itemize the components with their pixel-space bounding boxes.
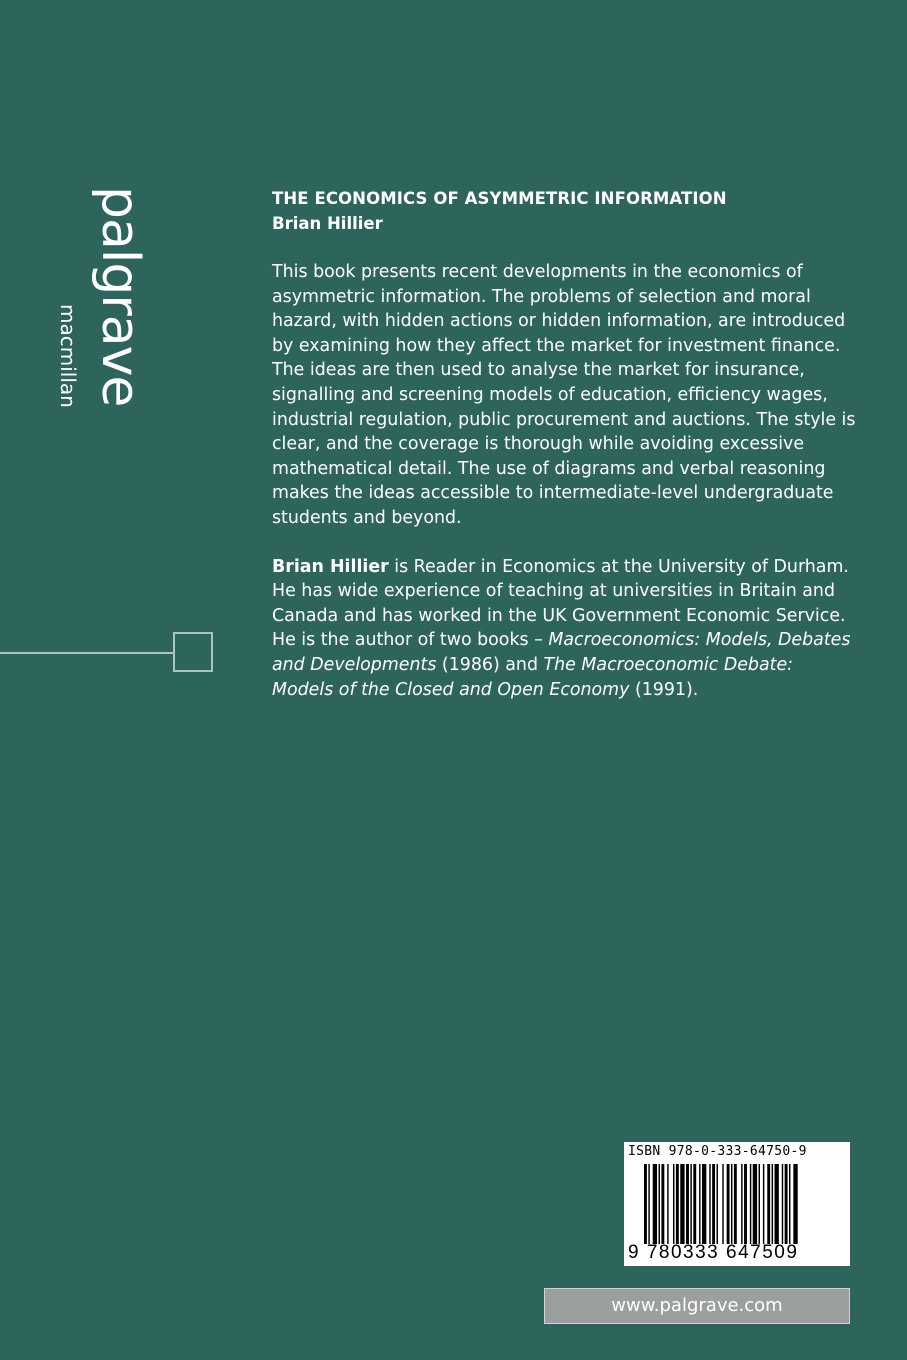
barcode-bar	[785, 1164, 788, 1244]
barcode-bar	[789, 1164, 790, 1244]
website-url[interactable]: www.palgrave.com	[544, 1288, 850, 1324]
bio-book-1: Macroeconomics: Models, Debates and Developments	[272, 630, 851, 675]
barcode-bar	[717, 1164, 718, 1244]
barcode-bar	[731, 1164, 732, 1244]
barcode-bar	[734, 1164, 737, 1244]
barcode-bar	[744, 1164, 747, 1244]
isbn-label: ISBN 978-0-333-64750-9	[628, 1144, 807, 1159]
book-description: This book presents recent developments in the economics of asymmetric information. The problems of selection and moral hazard, with hidden actions or hidden information, are introduced by examining how they affect the market for investment finance. The ideas are then used to analyse the market for insurance, signalling and screening models of education, efficiency wages, industrial regulation, public procurement and auctions. The style is clear, and the coverage is thorough while avoiding excessive mathematical detail. The use of diagrams and verbal reasoning makes the ideas accessible to intermediate-level undergraduate students and beyond.	[272, 262, 856, 528]
barcode-bars	[644, 1164, 840, 1244]
barcode-bar	[661, 1164, 664, 1244]
barcode-bar	[753, 1164, 757, 1244]
barcode-bar	[741, 1164, 742, 1244]
barcode-bar	[693, 1164, 696, 1244]
barcode-bar	[709, 1164, 710, 1244]
barcode-bar	[759, 1164, 760, 1244]
publisher-logo	[56, 186, 150, 426]
barcode-bar	[690, 1164, 691, 1244]
barcode-bar	[772, 1164, 773, 1244]
barcode-bar	[644, 1164, 647, 1244]
back-cover-text	[272, 186, 857, 702]
logo-subtitle: macmillan	[56, 304, 80, 408]
barcode-bar	[782, 1164, 783, 1244]
barcode-bar	[702, 1164, 706, 1244]
bio-author-name: Brian Hillier	[272, 556, 389, 577]
barcode-digits: 9 780333 647509	[628, 1242, 799, 1263]
barcode-bar	[699, 1164, 700, 1244]
book-author: Brian Hillier	[272, 214, 383, 233]
barcode-bar	[667, 1164, 668, 1244]
barcode-bar	[763, 1164, 764, 1244]
logo-wordmark: palgrave	[90, 186, 150, 407]
bio-book-2: The Macroeconomic Debate: Models of the Closed and Open Economy	[272, 654, 794, 700]
barcode-bar	[722, 1164, 723, 1244]
barcode-bar	[775, 1164, 779, 1244]
decorative-rule	[0, 652, 174, 654]
author-bio	[272, 555, 857, 703]
barcode-bar	[653, 1164, 657, 1244]
barcode-bar	[712, 1164, 715, 1244]
barcode-bar	[648, 1164, 649, 1244]
barcode-bar	[680, 1164, 684, 1244]
barcode-bar	[676, 1164, 679, 1244]
barcode-bar	[673, 1164, 674, 1244]
bio-text-2: (1986) and	[436, 654, 544, 675]
bio-text-1: is Reader in Economics at the University of Durham. He has wide experience of teaching at universities in Britain and Canada and has worked in the UK Government Economic Service. He is the author of two books –	[272, 556, 849, 651]
bio-text-3: (1991).	[629, 679, 699, 700]
barcode-bar	[727, 1164, 730, 1244]
barcode-bar	[659, 1164, 660, 1244]
book-title: THE ECONOMICS OF ASYMMETRIC INFORMATION	[272, 189, 727, 208]
barcode-bar	[767, 1164, 770, 1244]
barcode-bar	[686, 1164, 689, 1244]
isbn-barcode	[624, 1142, 850, 1266]
barcode-bar	[750, 1164, 751, 1244]
barcode-bar	[793, 1164, 797, 1244]
decorative-square	[173, 632, 213, 672]
